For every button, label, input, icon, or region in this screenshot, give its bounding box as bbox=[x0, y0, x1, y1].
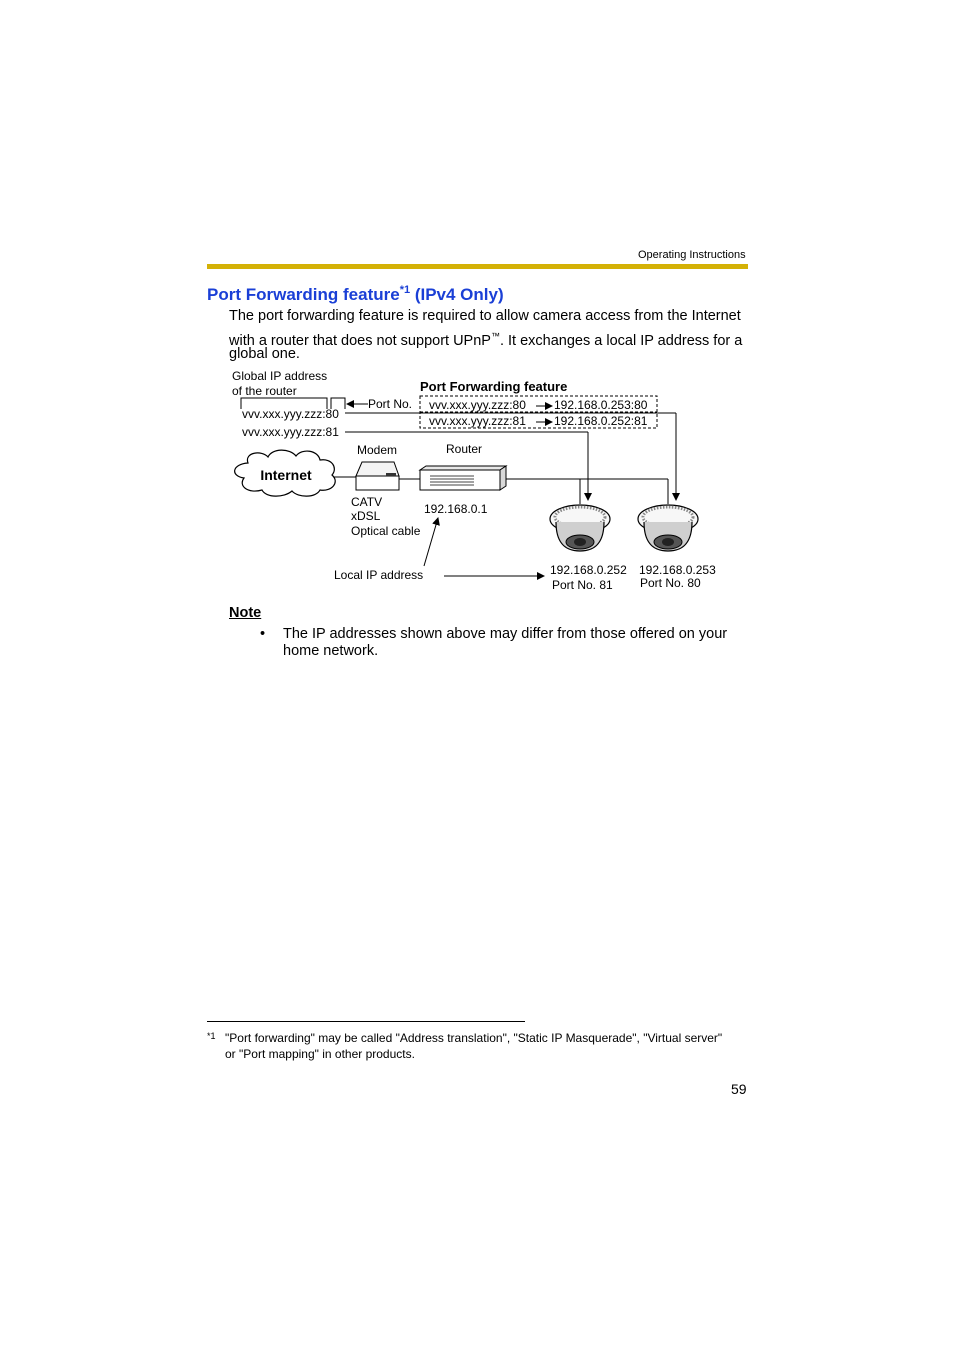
modem-icon bbox=[356, 462, 399, 490]
intro-line-1: The port forwarding feature is required to allow camera access from the Internet bbox=[229, 308, 741, 324]
pf-row2-to: 192.168.0.252:81 bbox=[554, 414, 648, 428]
port-no-label: Port No. bbox=[368, 397, 413, 411]
router-icon bbox=[420, 466, 506, 490]
section-title-text: Port Forwarding feature bbox=[207, 285, 400, 304]
footnote-line-1: "Port forwarding" may be called "Address translation", "Static IP Masquerade", "Virtual server" bbox=[225, 1031, 723, 1045]
note-line-1: The IP addresses shown above may differ from those offered on your bbox=[283, 626, 728, 642]
local-ip-arrow-router bbox=[424, 518, 438, 566]
camera-253-icon bbox=[638, 505, 698, 551]
footnote-rule bbox=[207, 1021, 525, 1022]
modem-label: Modem bbox=[357, 443, 398, 457]
global-ip-label-2: of the router bbox=[232, 384, 297, 398]
pf-row1-from: vvv.xxx.yyy.zzz:80 bbox=[429, 398, 526, 412]
section-title-suffix: (IPv4 Only) bbox=[414, 285, 504, 304]
footnote-ref: *1 bbox=[399, 284, 411, 296]
camera-252-port: Port No. 81 bbox=[552, 578, 613, 592]
global-ip-label-1: Global IP address bbox=[232, 369, 328, 383]
footnote-line-2: or "Port mapping" in other products. bbox=[225, 1047, 415, 1061]
intro-line-2b: . It exchanges a local IP address for a bbox=[499, 333, 743, 349]
pf-title: Port Forwarding feature bbox=[420, 379, 568, 394]
camera-252-ip: 192.168.0.252 bbox=[550, 563, 627, 577]
note-line-2: home network. bbox=[283, 643, 379, 659]
pf-row2-from: vvv.xxx.yyy.zzz:81 bbox=[429, 414, 526, 428]
conn-xdsl: xDSL bbox=[351, 509, 381, 523]
page-number: 59 bbox=[731, 1081, 747, 1097]
router-label: Router bbox=[446, 442, 483, 456]
note-heading: Note bbox=[229, 605, 262, 621]
camera-253-port: Port No. 80 bbox=[640, 576, 701, 590]
global-addr-80: vvv.xxx.yyy.zzz:80 bbox=[242, 407, 339, 421]
footnote-marker bbox=[207, 1028, 216, 1047]
router-ip: 192.168.0.1 bbox=[424, 502, 488, 516]
intro-line-3: global one. bbox=[229, 346, 300, 362]
trademark: ™ bbox=[490, 331, 500, 341]
intro-line-2a: with a router that does not support UPnP bbox=[229, 333, 491, 349]
global-addr-81: vvv.xxx.yyy.zzz:81 bbox=[242, 425, 339, 439]
local-ip-label: Local IP address bbox=[334, 568, 424, 582]
camera-253-ip: 192.168.0.253 bbox=[639, 563, 716, 577]
conn-optical: Optical cable bbox=[351, 524, 421, 538]
footnote-marker-text: *1 bbox=[207, 1031, 216, 1041]
camera-252-icon bbox=[550, 505, 610, 551]
running-header: Operating Instructions bbox=[638, 249, 746, 261]
internet-label: Internet bbox=[260, 467, 312, 483]
pf-row1-to: 192.168.0.253:80 bbox=[554, 398, 648, 412]
note-bullet: • bbox=[260, 626, 266, 642]
conn-catv: CATV bbox=[351, 495, 383, 509]
